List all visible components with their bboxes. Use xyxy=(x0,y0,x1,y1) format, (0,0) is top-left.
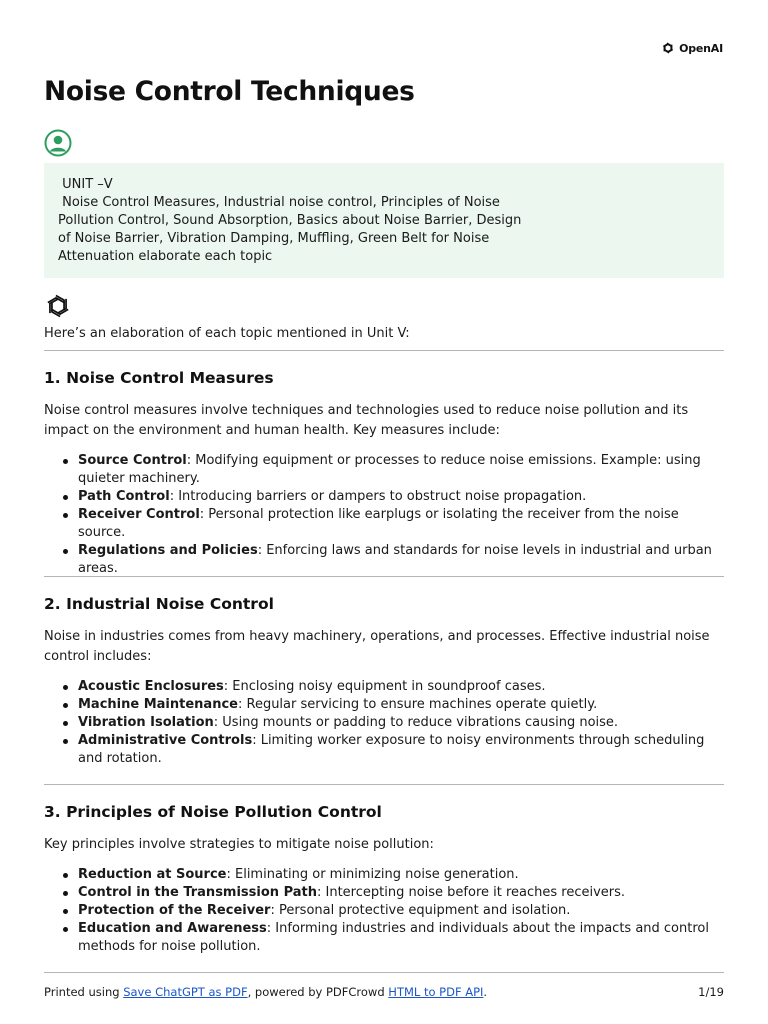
section-heading: 3. Principles of Noise Pollution Control xyxy=(44,803,382,821)
prompt-line: Pollution Control, Sound Absorption, Basics about Noise Barrier, Design xyxy=(58,213,522,228)
list-item xyxy=(44,488,724,506)
list-item-term: Path Control xyxy=(78,489,170,504)
list-item-text: : Using mounts or padding to reduce vibrations causing noise. xyxy=(213,715,619,730)
list-item xyxy=(44,506,724,542)
list-item-text: : Regular servicing to ensure machines operate quietly. xyxy=(237,697,598,712)
list-item xyxy=(44,902,724,920)
prompt-line: of Noise Barrier, Vibration Damping, Muffling, Green Belt for Noise xyxy=(58,231,490,246)
section-heading: 2. Industrial Noise Control xyxy=(44,595,274,613)
list-item xyxy=(44,884,724,902)
section-noise-control-measures xyxy=(44,368,724,578)
html-to-pdf-api-link[interactable]: HTML to PDF API xyxy=(388,985,484,999)
response-intro: Here’s an elaboration of each topic mentioned in Unit V: xyxy=(44,326,410,341)
bullet-list xyxy=(44,678,724,768)
footer-suffix: . xyxy=(483,985,488,999)
prompt-line: Attenuation elaborate each topic xyxy=(58,249,273,264)
prompt-line: Noise Control Measures, Industrial noise control, Principles of Noise xyxy=(58,195,500,210)
user-prompt-box xyxy=(44,163,724,278)
list-item-text: : Intercepting noise before it reaches receivers. xyxy=(317,885,626,900)
list-item-text: : Personal protective equipment and isolation. xyxy=(270,903,571,918)
list-item xyxy=(44,678,724,696)
list-item xyxy=(44,714,724,732)
divider xyxy=(44,784,724,785)
list-item-text: : Enforcing laws and standards for noise levels in industrial and urban areas. xyxy=(78,543,712,576)
bullet-list xyxy=(44,866,724,956)
list-item xyxy=(44,696,724,714)
list-item-term: Receiver Control xyxy=(78,507,200,522)
section-paragraph: Noise in industries comes from heavy machinery, operations, and processes. Effective industrial noise control includes: xyxy=(44,629,710,664)
list-item-term: Acoustic Enclosures xyxy=(78,679,224,694)
list-item-text: : Eliminating or minimizing noise generation. xyxy=(226,867,519,882)
list-item-term: Control in the Transmission Path xyxy=(78,885,317,900)
list-item-term: Protection of the Receiver xyxy=(78,903,271,918)
print-footer xyxy=(44,985,724,999)
section-heading: 1. Noise Control Measures xyxy=(44,369,274,387)
list-item-text: : Enclosing noisy equipment in soundproof cases. xyxy=(223,679,546,694)
brand-name: OpenAI xyxy=(679,41,723,55)
section-principles-noise-pollution-control xyxy=(44,802,724,956)
list-item-term: Education and Awareness xyxy=(78,921,267,936)
bullet-list xyxy=(44,452,724,578)
list-item-term: Machine Maintenance xyxy=(78,697,238,712)
list-item-term: Vibration Isolation xyxy=(78,715,214,730)
list-item-text: : Modifying equipment or processes to reduce noise emissions. Example: using quieter machinery. xyxy=(78,453,701,486)
list-item-term: Reduction at Source xyxy=(78,867,227,882)
openai-logo-icon xyxy=(660,40,676,56)
chatgpt-logo-icon xyxy=(44,292,72,320)
openai-brand xyxy=(660,40,723,56)
list-item-term: Regulations and Policies xyxy=(78,543,258,558)
footer-middle: , powered by PDFCrowd xyxy=(247,985,389,999)
footer-prefix: Printed using xyxy=(44,985,124,999)
list-item-text: : Informing industries and individuals about the impacts and control methods for noise pollution. xyxy=(78,921,709,954)
section-paragraph: Noise control measures involve techniques and technologies used to reduce noise pollution and its impact on the environment and human health. Key measures include: xyxy=(44,403,689,438)
list-item xyxy=(44,866,724,884)
list-item xyxy=(44,920,724,956)
user-avatar-icon xyxy=(44,129,72,157)
list-item xyxy=(44,452,724,488)
divider xyxy=(44,350,724,351)
list-item-text: : Introducing barriers or dampers to obstruct noise propagation. xyxy=(169,489,587,504)
list-item-term: Administrative Controls xyxy=(78,733,253,748)
list-item xyxy=(44,542,724,578)
save-chatgpt-pdf-link[interactable]: Save ChatGPT as PDF xyxy=(123,985,248,999)
list-item xyxy=(44,732,724,768)
divider xyxy=(44,576,724,577)
section-paragraph: Key principles involve strategies to mitigate noise pollution: xyxy=(44,837,434,852)
prompt-line: UNIT –V xyxy=(58,177,113,192)
divider xyxy=(44,972,724,973)
list-item-term: Source Control xyxy=(78,453,187,468)
list-item-text: : Limiting worker exposure to noisy environments through scheduling and rotation. xyxy=(78,733,705,766)
page-number: 1/19 xyxy=(698,985,724,999)
list-item-text: : Personal protection like earplugs or isolating the receiver from the noise source. xyxy=(78,507,679,540)
section-industrial-noise-control xyxy=(44,594,724,768)
page-title: Noise Control Techniques xyxy=(44,76,415,107)
